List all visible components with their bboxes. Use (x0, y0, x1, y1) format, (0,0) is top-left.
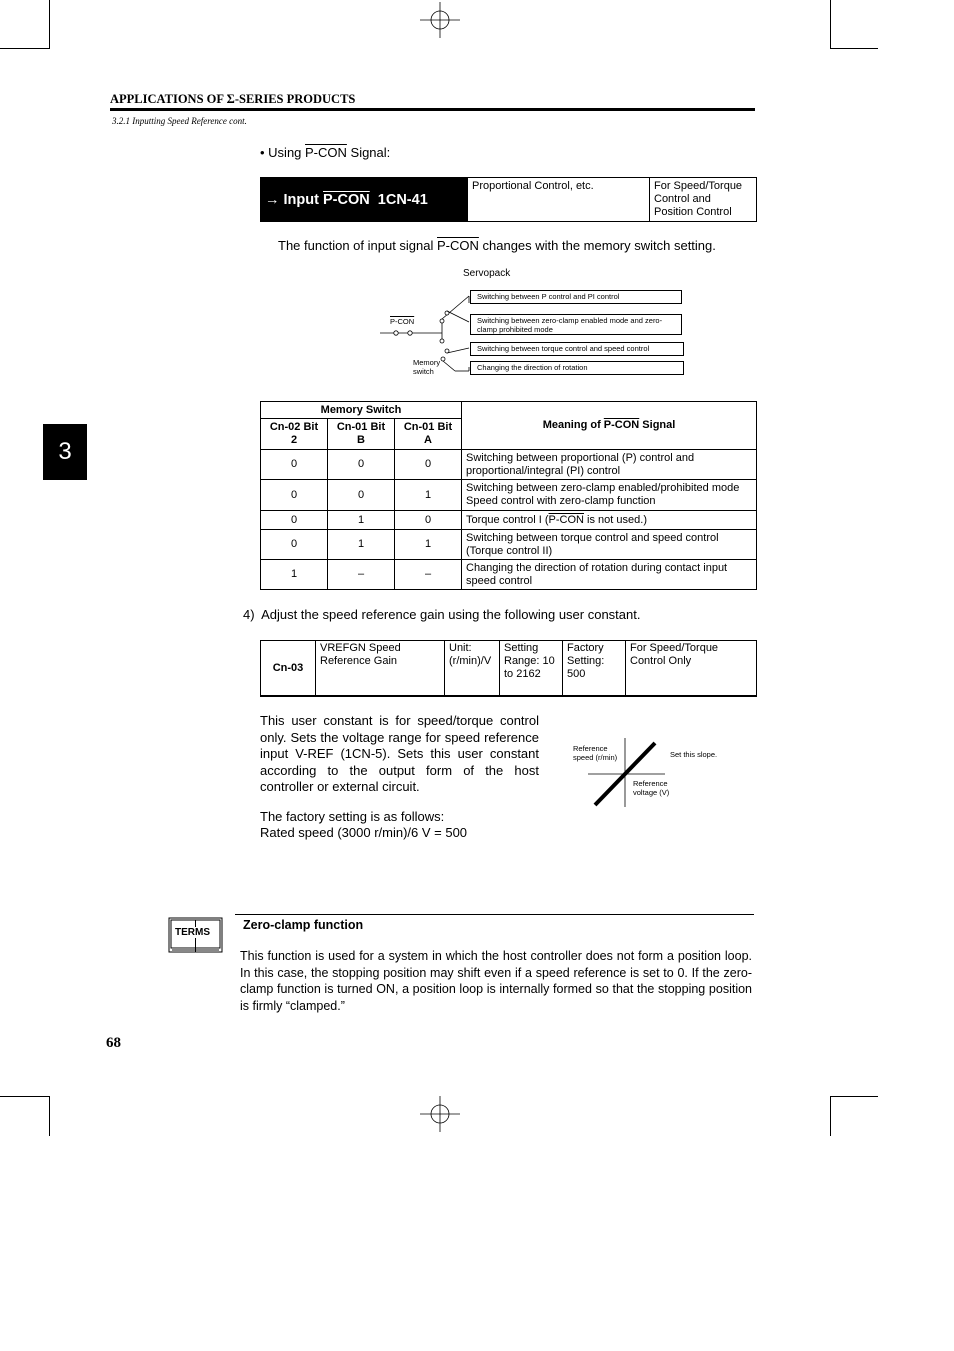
input-usage: For Speed/Torque Control and Position Control (654, 180, 743, 218)
cell-value: – (328, 560, 395, 590)
meaning-text-post: is not used.) (584, 513, 647, 526)
step-4-text: 4) Adjust the speed reference gain using the following user constant. (243, 607, 641, 622)
meaning-text: Torque control I ( (466, 513, 549, 526)
memory-switch-header: Memory Switch (261, 402, 462, 419)
cell-value: – (395, 560, 462, 590)
cn03-factory: Factory Setting: 500 (563, 641, 626, 695)
servopack-label: Servopack (463, 268, 511, 279)
function-suffix: changes with the memory switch setting. (478, 238, 716, 253)
meaning-text: Switching between proportional (P) control and proportional/integral (PI) control (466, 451, 695, 477)
graph-ylabel: Reference speed (r/min) (573, 744, 618, 762)
input-word: Input (283, 191, 319, 208)
meaning-text: Changing the direction of rotation during contact input speed control (466, 561, 728, 587)
registration-mark-bottom (420, 1096, 460, 1132)
input-box (260, 177, 757, 222)
cn03-unit: Unit: (r/min)/V (445, 641, 500, 695)
cell-value: 0 (261, 450, 328, 480)
meaning-signal: P-CON (603, 419, 640, 431)
terms-rule (235, 914, 754, 915)
bullet-suffix: Signal: (346, 145, 391, 160)
cell-meaning (462, 450, 757, 480)
cell-value: 1 (395, 530, 462, 560)
crop-mark (49, 0, 50, 48)
factory-setting-line-2: Rated speed (3000 r/min)/6 V = 500 (260, 825, 468, 840)
bullet-signal: P-CON (305, 145, 347, 160)
cell-value: 1 (328, 511, 395, 530)
meaning-header (462, 402, 757, 450)
table-row (261, 480, 757, 511)
cn03-usage: For Speed/Torque Control Only (630, 642, 719, 667)
meaning-text-signal: P-CON (548, 513, 584, 526)
crop-mark (830, 48, 878, 49)
memory-word: Memory (413, 358, 441, 367)
chapter-tab (43, 424, 87, 480)
function-prefix: The function of input signal (278, 238, 437, 253)
crop-mark (830, 1096, 878, 1097)
crop-mark (0, 1096, 50, 1097)
bullet-prefix: • Using (260, 145, 306, 160)
crop-mark (830, 1096, 831, 1136)
graph-xlabel: Reference voltage (V) (633, 779, 670, 797)
col-header-cn02: Cn-02 Bit 2 (261, 419, 328, 450)
crop-mark (49, 1096, 50, 1136)
cell-value: 0 (261, 530, 328, 560)
cell-meaning (462, 511, 757, 530)
terms-heading: Zero-clamp function (243, 918, 364, 932)
table-row (261, 560, 757, 590)
function-box-4: Changing the direction of rotation (470, 361, 684, 375)
description-paragraph: This user constant is for speed/torque control only. Sets the voltage range for speed reference input V-REF (1CN-5). Sets this user constant according to the output form of the host controller or external circuit. (260, 713, 539, 794)
function-text (278, 238, 716, 254)
cell-value: 0 (261, 511, 328, 530)
cn03-range: Setting Range: 10 to 2162 (500, 641, 563, 695)
cell-meaning (462, 560, 757, 590)
cell-value: 1 (328, 530, 395, 560)
crop-mark (830, 0, 831, 48)
cell-value: 0 (395, 450, 462, 480)
section-title: APPLICATIONS OF Σ-SERIES PRODUCTS (110, 92, 356, 106)
terms-label: TERMS (175, 927, 210, 938)
function-box-3: Switching between torque control and speed control (470, 342, 684, 356)
terms-book-icon (168, 916, 222, 952)
function-box-2: Switching between zero-clamp enabled mode and zero-clamp prohibited mode (470, 314, 682, 335)
diagram-pcon-label: P-CON (390, 317, 415, 326)
cn03-code: Cn-03 (261, 641, 316, 695)
factory-setting-line-1: The factory setting is as follows: (260, 809, 445, 824)
input-label-cell (261, 178, 468, 221)
cell-value: 1 (261, 560, 328, 590)
switch-word: switch (413, 367, 434, 376)
terms-body: This function is used for a system in which the host controller does not form a position loop. In this case, the stopping position may shift even if a speed reference is set to 0. If the zero-clamp function is turned ON, a position loop is internally formed so that the stopping position is firmly “clamped.” (240, 949, 752, 1013)
memory-switch-table (260, 401, 757, 590)
breadcrumb: 3.2.1 Inputting Speed Reference cont. (112, 116, 247, 126)
meaning-text: Switching between zero-clamp enabled/prohibited mode Speed control with zero-clamp function (466, 482, 740, 507)
cell-meaning (462, 530, 757, 560)
table-row (261, 530, 757, 560)
cell-value: 0 (328, 450, 395, 480)
function-signal: P-CON (437, 238, 479, 253)
input-signal: P-CON (323, 191, 370, 208)
cell-value: 1 (395, 480, 462, 511)
bullet-pcon (260, 145, 390, 161)
graph-note: Set this slope. (670, 750, 718, 759)
cell-value: 0 (328, 480, 395, 511)
table-row (261, 450, 757, 480)
page-number: 68 (106, 1035, 121, 1051)
cell-meaning (462, 480, 757, 511)
crop-mark (0, 48, 50, 49)
meaning-prefix: Meaning of (542, 419, 604, 431)
col-header-cn01-b: Cn-01 Bit B (328, 419, 395, 450)
registration-mark-top (420, 2, 460, 38)
arrow-icon: → (265, 191, 280, 208)
cell-value: 0 (261, 480, 328, 511)
col-header-cn01-a: Cn-01 Bit A (395, 419, 462, 450)
meaning-text: Switching between torque control and speed control (Torque control II) (466, 531, 719, 557)
cn03-box (260, 640, 757, 697)
header-rule (110, 108, 755, 111)
input-pin: 1CN-41 (377, 191, 428, 208)
table-row (261, 511, 757, 530)
memory-switch-label (413, 358, 440, 376)
input-description: Proportional Control, etc. (468, 178, 650, 221)
chapter-number: 3 (58, 438, 72, 465)
cn03-name: VREFGN Speed Reference Gain (316, 641, 445, 695)
meaning-suffix: Signal (639, 419, 676, 431)
function-box-1: Switching between P control and PI control (470, 290, 682, 304)
cell-value: 0 (395, 511, 462, 530)
